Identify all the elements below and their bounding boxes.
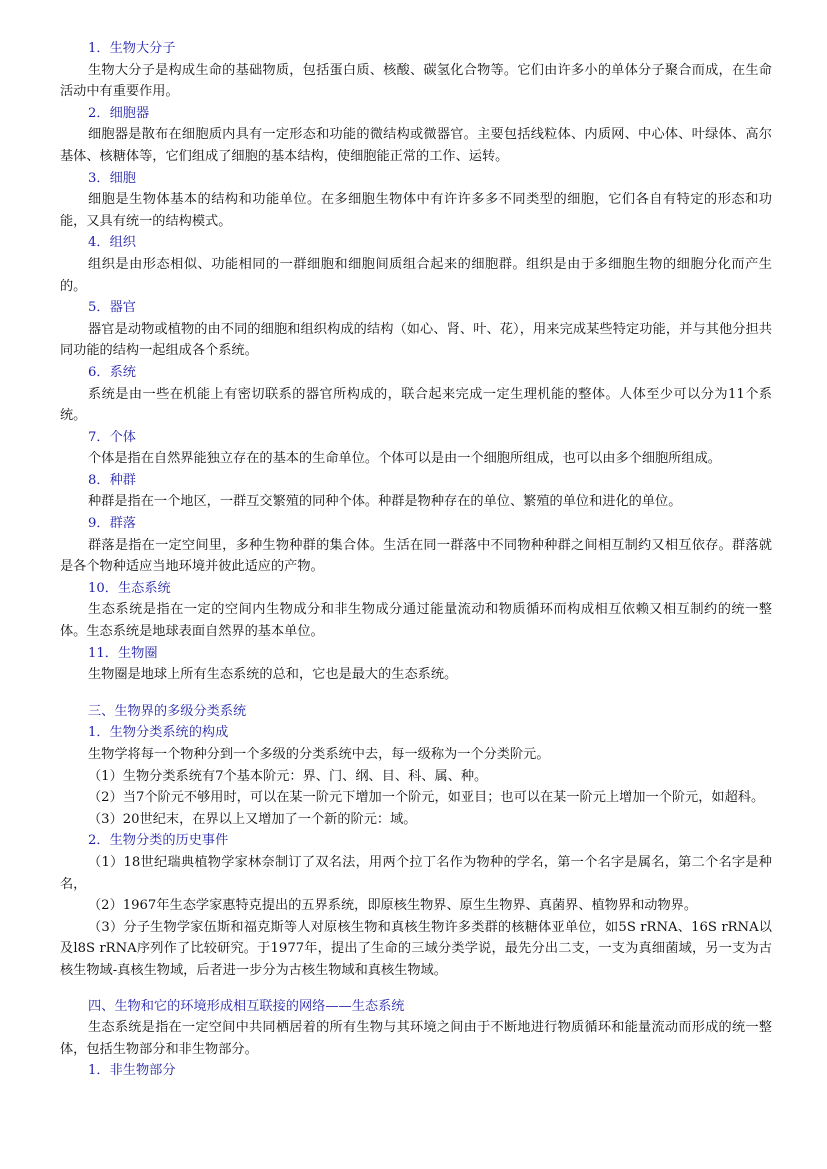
list-item: （2）当7个阶元不够用时，可以在某一阶元下增加一个阶元，如亚目；也可以在某一阶元上增加一个阶元，如超科。	[88, 790, 765, 806]
concept-body: 系统是由一些在机能上有密切联系的器官所构成的，联合起来完成一定生理机能的整体。人体至少可以分为11个系统。	[60, 386, 772, 424]
concept-heading: 11．生物圈	[88, 645, 158, 661]
concept-3	[60, 168, 772, 233]
paragraph: 生态系统是指在一定空间中共同栖居着的所有生物与其环境之间由于不断地进行物质循环和能量流动而形成的统一整体，包括生物部分和非生物部分。	[60, 1020, 772, 1057]
section-title: 三、生物界的多级分类系统	[88, 703, 247, 719]
concept-11	[60, 643, 772, 686]
concept-heading: 2．细胞器	[88, 105, 150, 121]
concept-heading: 5．器官	[88, 300, 136, 316]
section-4	[60, 996, 772, 1082]
concept-body: 生物圈是地球上所有生态系统的总和，它也是最大的生态系统。	[88, 667, 458, 683]
concept-body: 种群是指在一个地区，一群互交繁殖的同种个体。种群是物种存在的单位、繁殖的单位和进化的单位。	[88, 494, 682, 510]
subsection-heading: 1．非生物部分	[88, 1063, 176, 1079]
concept-heading: 8．种群	[88, 472, 136, 488]
concept-heading: 9．群落	[88, 516, 136, 532]
concept-7	[60, 427, 772, 470]
concept-heading: 6．系统	[88, 364, 136, 380]
list-item: （3）20世纪末，在界以上又增加了一个新的阶元：域。	[88, 811, 417, 827]
concept-body: 组织是由形态相似、功能相同的一群细胞和细胞间质组合起来的细胞群。组织是由于多细胞生物的细胞分化而产生的。	[60, 256, 772, 294]
concept-1	[60, 38, 772, 103]
subsection-heading: 2．生物分类的历史事件	[88, 833, 229, 849]
section-spacer	[60, 686, 772, 701]
concept-heading: 10．生态系统	[88, 580, 171, 596]
concept-heading: 7．个体	[88, 429, 136, 445]
concept-9	[60, 513, 772, 578]
concept-body: 生态系统是指在一定的空间内生物成分和非生物成分通过能量流动和物质循环而构成相互依赖又相互制约的统一整体。生态系统是地球表面自然界的基本单位。	[60, 602, 772, 640]
list-item: （3）分子生物学家伍斯和福克斯等人对原核生物和真核生物许多类群的核糖体亚单位，如5S rRNA、16S rRNA以及l8S rRNA序列作了比较研究。于1977年，提出了生命的三域分类学说，最先分出二支，一支为真细菌域，另一支为古核生物域-真核生物域，后者进一步分为古核生物域和真核生物域。	[60, 919, 772, 978]
list-item: （2）1967年生态学家惠特克提出的五界系统，即原核生物界、原生生物界、真菌界、植物界和动物界。	[88, 898, 698, 914]
concept-heading: 3．细胞	[88, 170, 136, 186]
section-title: 四、生物和它的环境形成相互联接的网络——生态系统	[88, 998, 405, 1014]
concept-body: 细胞是生物体基本的结构和功能单位。在多细胞生物体中有许许多多不同类型的细胞，它们各自有特定的形态和功能，又具有统一的结构模式。	[60, 192, 772, 229]
concept-body: 个体是指在自然界能独立存在的基本的生命单位。个体可以是由一个细胞所组成，也可以由多个细胞所组成。	[88, 451, 721, 467]
concept-2	[60, 103, 772, 168]
paragraph: 生物学将每一个物种分到一个多级的分类系统中去，每一级称为一个分类阶元。	[88, 747, 550, 762]
concept-body: 生物大分子是构成生命的基础物质，包括蛋白质、核酸、碳氢化合物等。它们由许多小的单体分子聚合而成，在生命活动中有重要作用。	[60, 62, 772, 100]
concept-6	[60, 362, 772, 427]
document-page	[60, 38, 772, 1082]
concept-heading: 1．生物大分子	[88, 41, 176, 56]
concept-body: 器官是动物或植物的由不同的细胞和组织构成的结构（如心、肾、叶、花），用来完成某些特定功能，并与其他分担共同功能的结构一起组成各个系统。	[60, 321, 772, 359]
concept-body: 细胞器是散布在细胞质内具有一定形态和功能的微结构或微器官。主要包括线粒体、内质网、中心体、叶绿体、高尔基体、核糖体等，它们组成了细胞的基本结构，使细胞能正常的工作、运转。	[60, 127, 772, 164]
list-item: （1）18世纪瑞典植物学家林奈制订了双名法，用两个拉丁名作为物种的学名，第一个名字是属名，第二个名字是种名，	[60, 854, 772, 892]
concept-8	[60, 470, 772, 513]
subsection-heading: 1．生物分类系统的构成	[88, 725, 229, 741]
section-3	[60, 701, 772, 982]
concept-10	[60, 578, 772, 643]
list-item: （1）生物分类系统有7个基本阶元：界、门、纲、目、科、属、种。	[88, 768, 488, 784]
concept-4	[60, 232, 772, 297]
section-spacer	[60, 982, 772, 996]
concept-body: 群落是指在一定空间里，多种生物种群的集合体。生活在同一群落中不同物种种群之间相互制约又相互依存。群落就是各个物种适应当地环境并彼此适应的产物。	[60, 537, 772, 575]
concept-5	[60, 297, 772, 362]
concept-heading: 4．组织	[88, 235, 136, 251]
